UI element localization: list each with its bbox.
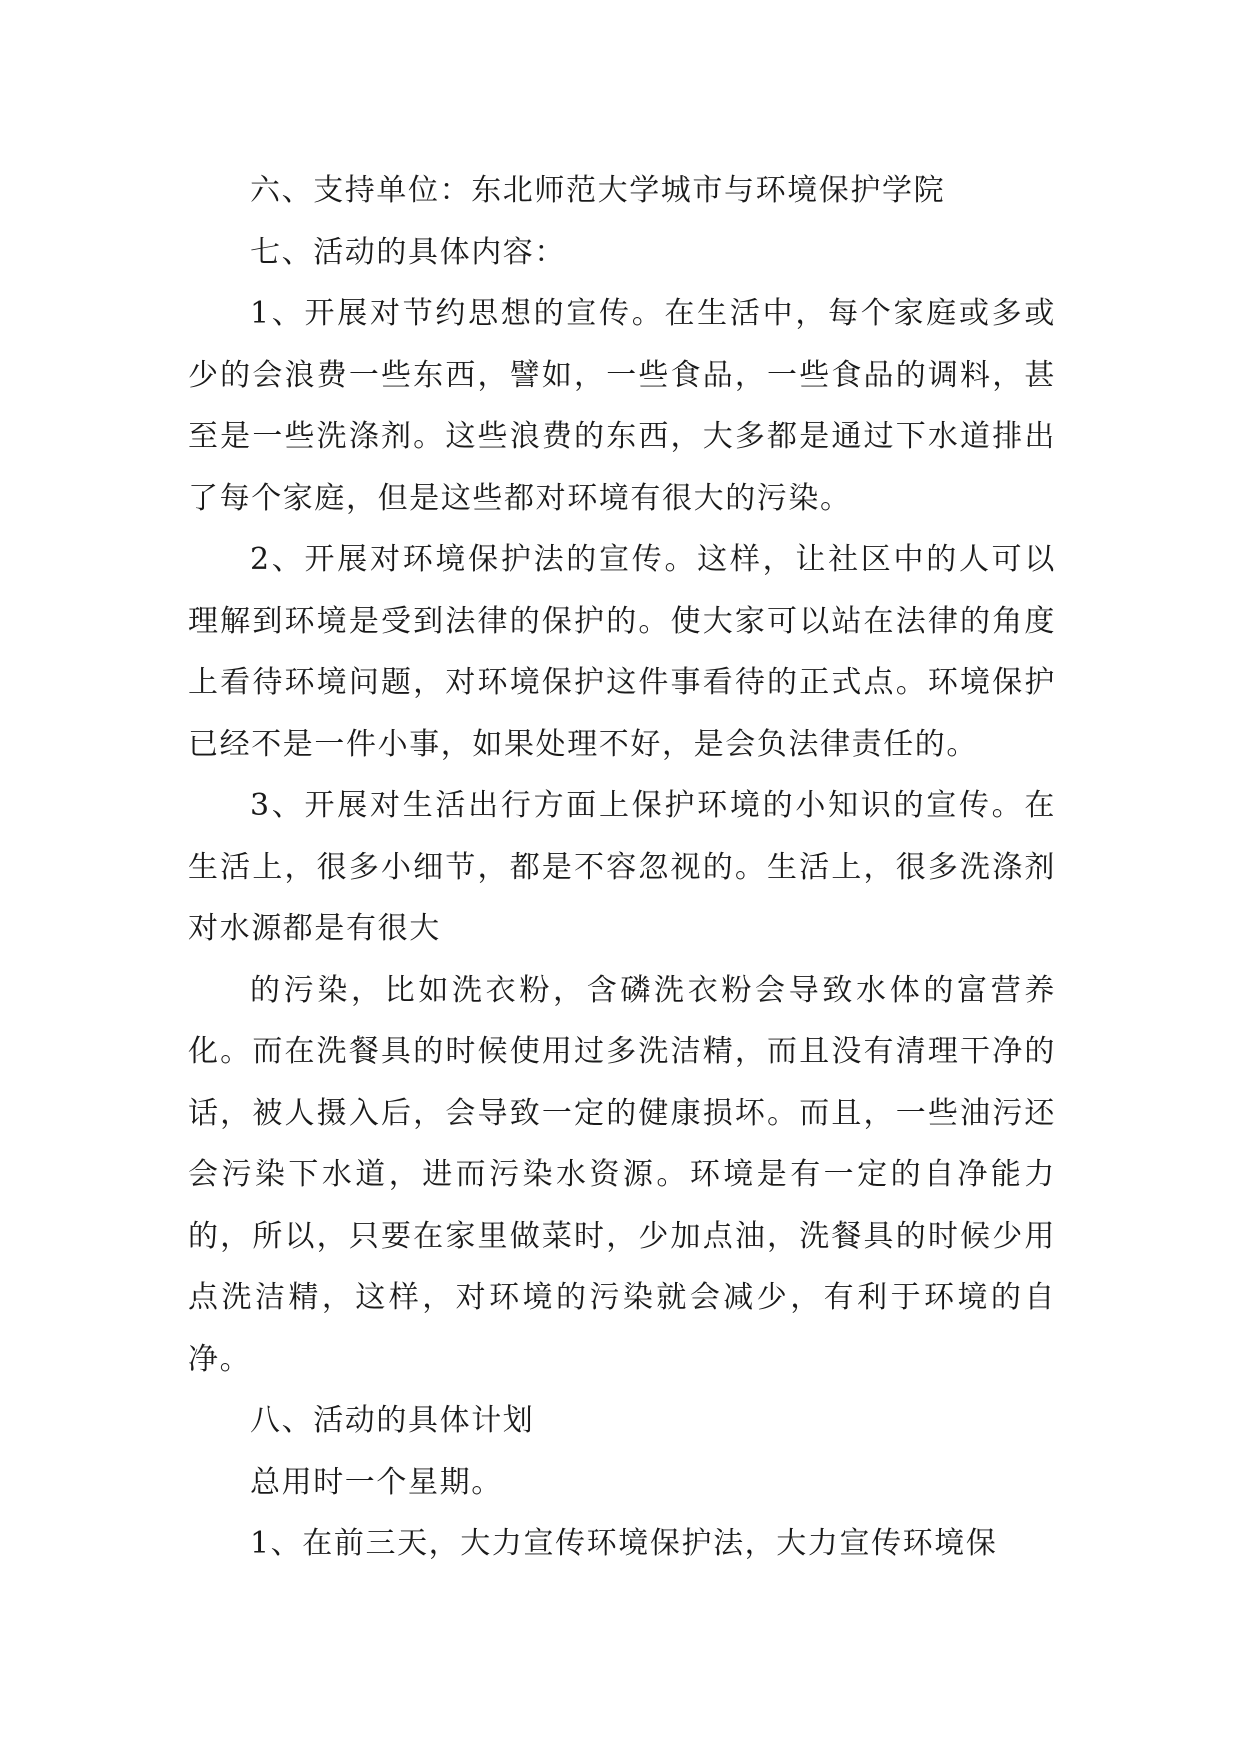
- paragraph-activity-plan-heading: 八、活动的具体计划: [250, 1403, 535, 1438]
- paragraph-item-2-law: 2、开展对环境保护法的宣传。这样，让社区中的人可以理解到环境是受到法律的保护的。使大家可以站在法律的角度上看待环境问题，对环境保护这件事看待的正式点。环境保护已经不是一件小事，如果处理不好，是会负法律责任的。: [188, 542, 1056, 762]
- paragraph-support-unit: 六、支持单位：东北师范大学城市与环境保护学院: [250, 173, 946, 208]
- paragraph-pollution-detail: 的污染，比如洗衣粉，含磷洗衣粉会导致水体的富营养化。而在洗餐具的时候使用过多洗洁精，而且没有清理干净的话，被人摄入后，会导致一定的健康损坏。而且，一些油污还会污染下水道，进而污染水资源。环境是有一定的自净能力的，所以，只要在家里做菜时，少加点油，洗餐具的时候少用点洗洁精，这样，对环境的污染就会减少，有利于环境的自净。: [188, 972, 1056, 1377]
- paragraph-plan-item-1: 1、在前三天，大力宣传环境保护法，大力宣传环境保: [250, 1526, 998, 1561]
- paragraph-item-1-thrift: 1、开展对节约思想的宣传。在生活中，每个家庭或多或少的会浪费一些东西，譬如，一些食品，一些食品的调料，甚至是一些洗涤剂。这些浪费的东西，大多都是通过下水道排出了每个家庭，但是这些都对环境有很大的污染。: [188, 296, 1056, 516]
- paragraph-duration: 总用时一个星期。: [250, 1464, 503, 1500]
- document-body: [188, 160, 1056, 1575]
- paragraph-activity-content-heading: 七、活动的具体内容：: [250, 234, 566, 270]
- paragraph-item-3-daily-life: 3、开展对生活出行方面上保护环境的小知识的宣传。在生活上，很多小细节，都是不容忽视的。生活上，很多洗涤剂对水源都是有很大: [188, 788, 1056, 946]
